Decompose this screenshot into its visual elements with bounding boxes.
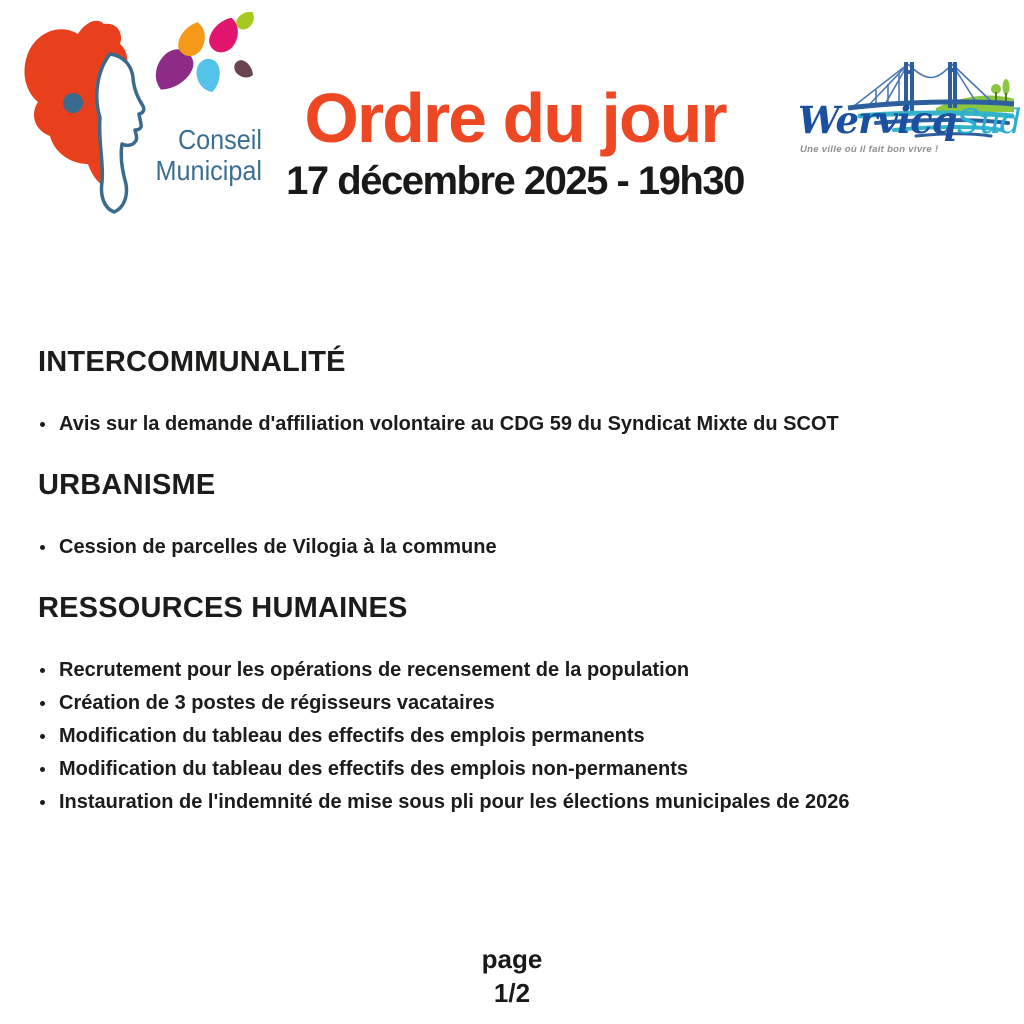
list-item xyxy=(38,531,988,564)
municipal-label: Municipal xyxy=(155,155,262,186)
bullet-icon xyxy=(40,767,45,772)
item-text: Cession de parcelles de Vilogia à la commune xyxy=(59,536,497,558)
bullet-icon xyxy=(40,668,45,673)
bullet-icon xyxy=(40,422,45,427)
item-text: Modification du tableau des effectifs des emplois permanents xyxy=(59,725,645,747)
section-items xyxy=(38,408,988,441)
item-text: Avis sur la demande d'affiliation volontaire au CDG 59 du Syndicat Mixte du SCOT xyxy=(59,413,839,435)
item-text: Création de 3 postes de régisseurs vacataires xyxy=(59,692,495,714)
page-title: Ordre du jour xyxy=(304,79,726,157)
section-ressources-humaines xyxy=(38,592,988,819)
section-items xyxy=(38,654,988,819)
page-number: 1/2 xyxy=(493,978,531,1008)
conseil-municipal-logo xyxy=(18,12,268,217)
meeting-date: 17 décembre 2025 - 19h30 xyxy=(286,159,744,203)
logo-petals xyxy=(149,12,257,98)
wervicq-tagline: Une ville où il fait bon vivre ! xyxy=(800,144,939,155)
section-heading: RESSOURCES HUMAINES xyxy=(38,592,408,624)
conseil-municipal-wordmark xyxy=(145,124,262,186)
header xyxy=(0,0,1024,230)
footer xyxy=(0,942,1024,1010)
list-item xyxy=(38,753,988,786)
bullet-icon xyxy=(40,800,45,805)
list-item xyxy=(38,720,988,753)
list-item xyxy=(38,687,988,720)
logo-face-profile xyxy=(97,54,144,212)
bullet-icon xyxy=(40,545,45,550)
section-intercommunalite xyxy=(38,346,988,441)
bullet-icon xyxy=(40,734,45,739)
logo-blue-dot xyxy=(63,93,83,113)
list-item xyxy=(38,786,988,819)
sud-label: Sud xyxy=(956,102,1021,142)
agenda-body xyxy=(38,346,988,847)
section-items xyxy=(38,531,988,564)
title-block xyxy=(255,80,775,204)
list-item xyxy=(38,654,988,687)
section-heading: URBANISME xyxy=(38,469,216,501)
bullet-icon xyxy=(40,701,45,706)
marianne-profile-icon xyxy=(18,12,268,217)
section-urbanisme xyxy=(38,469,988,564)
item-text: Recrutement pour les opérations de recensement de la population xyxy=(59,659,690,681)
wervicq-sud-logo xyxy=(792,56,1021,168)
item-text: Instauration de l'indemnité de mise sous pli pour les élections municipales de 2026 xyxy=(59,791,850,813)
conseil-label: Conseil xyxy=(177,124,262,155)
wervicq-wordmark xyxy=(798,98,1021,142)
item-text: Modification du tableau des effectifs des emplois non-permanents xyxy=(59,758,688,780)
wervicq-label: Wervicq xyxy=(798,98,957,142)
page-label: page xyxy=(481,944,543,974)
section-heading: INTERCOMMUNALITÉ xyxy=(38,346,346,378)
list-item xyxy=(38,408,988,441)
